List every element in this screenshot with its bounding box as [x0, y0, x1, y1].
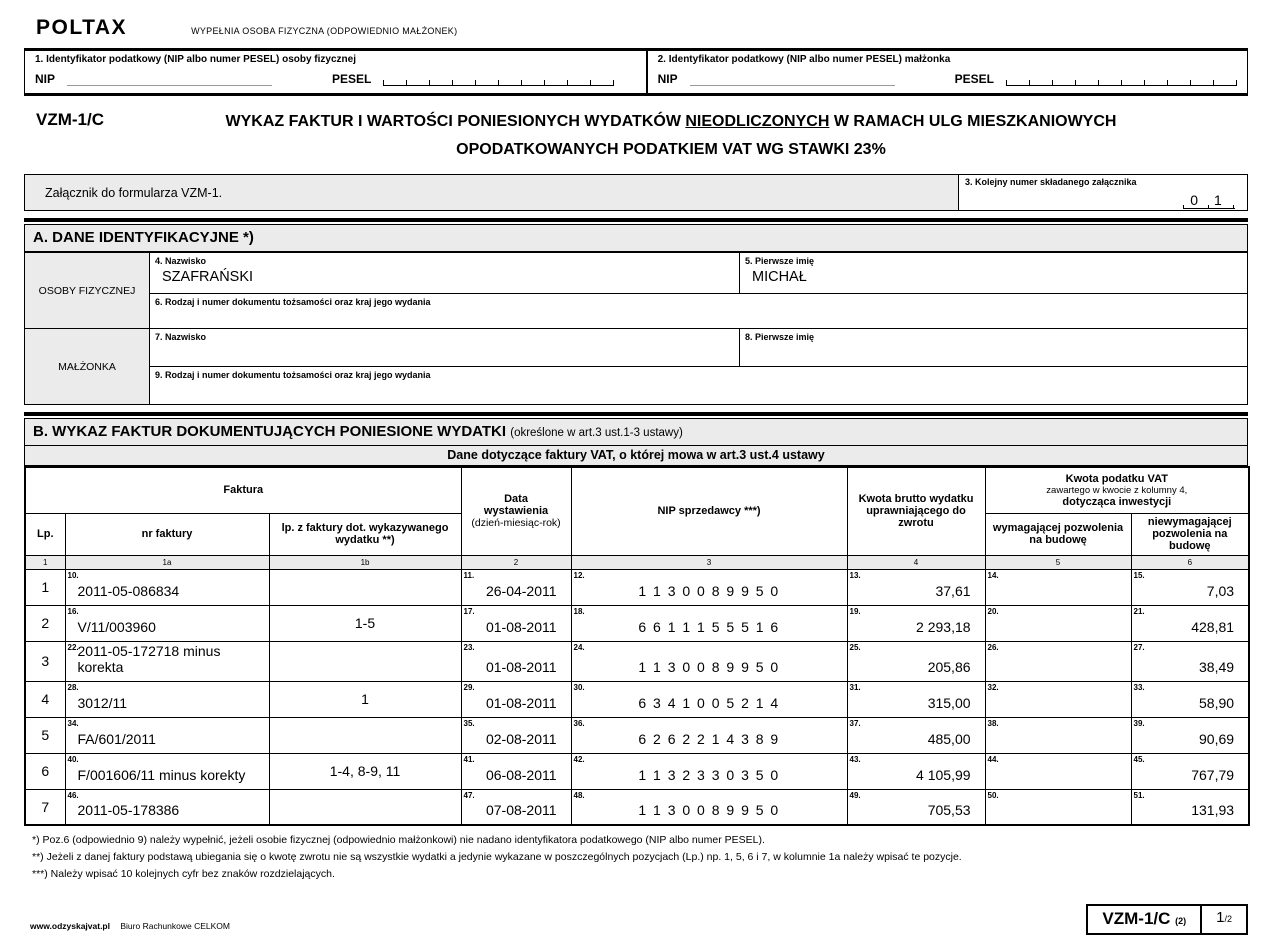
vat-with-permit-cell: [985, 641, 1131, 681]
title-line1-a: WYKAZ FAKTUR I WARTOŚCI PONIESIONYCH WYDATKÓW: [225, 113, 686, 130]
person-id-document-cell: [150, 294, 1248, 329]
footer: [24, 904, 1248, 935]
gross-amount: 37,61: [935, 582, 971, 599]
person-id-document-label: 6. Rodzaj i numer dokumentu tożsamości oraz kraj jego wydania: [155, 297, 431, 307]
field-number: 40.: [67, 754, 79, 764]
field-number: 51.: [1133, 790, 1145, 800]
field-number: 36.: [573, 718, 585, 728]
footnote-2: **) Jeżeli z danej faktury podstawą ubiegania się o kwotę zwrotu nie są wszystkie wydatki a jedynie wykazane w poszczególnych pozycjach (Lp.) np. 1, 5, 6 i 7, w kolumnie 1a należy wpisać te pozycje.: [32, 850, 962, 863]
col-num: 1: [25, 555, 65, 569]
gross-amount-cell: [847, 753, 985, 789]
faktura-group-header: Faktura: [25, 467, 461, 513]
section-b-subheader: Dane dotyczące faktury VAT, o której mowa w art.3 ust.4 ustawy: [24, 446, 1248, 466]
row-number: 7: [25, 789, 65, 825]
seller-nip-cell: [571, 569, 847, 605]
pesel-label: PESEL: [954, 72, 994, 86]
invoice-number: 2011-05-178386: [77, 802, 180, 818]
field-number: 18.: [573, 606, 585, 616]
form-code: VZM-1/C: [36, 110, 104, 129]
spouse-first-name-label: 8. Pierwsze imię: [745, 332, 815, 342]
invoice-number: V/11/003960: [77, 618, 156, 635]
taxpayer-id-row: [24, 48, 1248, 96]
field-number: 29.: [463, 682, 475, 692]
invoice-number-cell: [65, 753, 269, 789]
table-row: [25, 605, 1249, 641]
lp-header: Lp.: [25, 513, 65, 555]
col-num: 6: [1131, 555, 1249, 569]
section-b-title-note: (określone w art.3 ust.1-3 ustawy): [510, 427, 683, 439]
spouse-surname-label: 7. Nazwisko: [155, 332, 207, 342]
field-number: 26.: [987, 642, 999, 652]
gross-amount: 205,86: [927, 658, 971, 675]
seller-nip: 6 2 6 2 2 1 4 3 8 9: [638, 730, 780, 747]
first-name-cell: [740, 253, 1248, 294]
issue-date-cell: [461, 605, 571, 641]
vat-with-permit-header: wymagającej pozwolenia na budowę: [985, 513, 1131, 555]
taxpayer-id-person-label: 1. Identyfikator podatkowy (NIP albo numer PESEL) osoby fizycznej: [35, 54, 356, 65]
seller-nip: 1 1 3 0 0 8 9 9 5 0: [638, 802, 780, 818]
nip-label: NIP: [35, 72, 56, 86]
seller-nip-header: NIP sprzedawcy ***): [571, 467, 847, 555]
attachment-number-box: [959, 174, 1248, 211]
invoice-number-cell: [65, 569, 269, 605]
field-number: 21.: [1133, 606, 1145, 616]
spouse-first-name-cell: [740, 329, 1248, 367]
section-b-header: [24, 418, 1248, 446]
field-number: 38.: [987, 718, 999, 728]
section-divider: [24, 218, 1248, 222]
gross-amount: 2 293,18: [916, 618, 971, 635]
vat-without-permit: 58,90: [1199, 694, 1235, 711]
vat-header-l2: zawartego w kwocie z kolumny 4,: [1046, 484, 1188, 496]
section-a-table: [24, 252, 1248, 405]
section-b-title: B. WYKAZ FAKTUR DOKUMENTUJĄCYCH PONIESIONE WYDATKI: [33, 423, 511, 440]
spouse-id-document-cell: [150, 367, 1248, 405]
field-number: 27.: [1133, 642, 1145, 652]
vat-group-header: [985, 467, 1249, 513]
issue-date-header-l3: (dzień-miesiąc-rok): [471, 517, 561, 530]
footer-form-code-box: [1086, 904, 1202, 935]
person-id-document-value: [150, 307, 1247, 314]
field-number: 49.: [849, 790, 861, 800]
field-number: 37.: [849, 718, 861, 728]
field-number: 24.: [573, 642, 585, 652]
spouse-id-document-label: 9. Rodzaj i numer dokumentu tożsamości oraz kraj jego wydania: [155, 370, 431, 380]
poltax-logo: POLTAX: [36, 16, 128, 39]
footer-website: www.odzyskajvat.pl: [30, 921, 110, 932]
field-number: 46.: [67, 790, 79, 800]
seller-nip-cell: [571, 681, 847, 717]
seller-nip-cell: [571, 717, 847, 753]
seller-nip: 1 1 3 0 0 8 9 9 5 0: [638, 658, 780, 675]
field-number: 12.: [573, 570, 585, 580]
seller-nip: 1 1 3 2 3 3 0 3 5 0: [638, 766, 780, 783]
seller-nip: 1 1 3 0 0 8 9 9 5 0: [638, 582, 780, 599]
col-num: 4: [847, 555, 985, 569]
vat-with-permit: [987, 783, 1130, 788]
vat-without-permit-cell: [1131, 605, 1249, 641]
invoice-number: 3012/11: [77, 694, 128, 711]
vat-with-permit: [987, 711, 1130, 716]
pesel-comb-field: [1006, 72, 1237, 86]
table-row: [25, 717, 1249, 753]
footer-page-box: [1202, 904, 1248, 935]
field-number: 50.: [987, 790, 999, 800]
vat-without-permit: 131,93: [1191, 802, 1235, 818]
footer-form-code: VZM-1/C: [1102, 909, 1171, 929]
issue-date: 01-08-2011: [485, 694, 557, 711]
expense-items: [269, 569, 461, 605]
invoice-number: F/001606/11 minus korekty: [77, 766, 246, 783]
field-number: 33.: [1133, 682, 1145, 692]
taxpayer-id-box-person: [25, 51, 648, 93]
footer-page-total: /2: [1224, 914, 1232, 925]
field-number: 10.: [67, 570, 79, 580]
footer-form-boxes: [1086, 904, 1248, 935]
invoice-number-cell: [65, 789, 269, 825]
seller-nip-cell: [571, 753, 847, 789]
top-bar: [24, 12, 1248, 48]
field-number: 47.: [463, 790, 475, 800]
field-number: 35.: [463, 718, 475, 728]
field-number: 25.: [849, 642, 861, 652]
field-number: 41.: [463, 754, 475, 764]
gross-amount: 485,00: [927, 730, 971, 747]
issue-date-cell: [461, 569, 571, 605]
invoice-number: FA/601/2011: [77, 730, 156, 747]
col-num: 1b: [269, 555, 461, 569]
table-row: [25, 681, 1249, 717]
row-number: 3: [25, 641, 65, 681]
field-number: 19.: [849, 606, 861, 616]
field-number: 31.: [849, 682, 861, 692]
issue-date-cell: [461, 681, 571, 717]
vat-with-permit: [987, 675, 1130, 680]
gross-amount: 705,53: [927, 802, 971, 818]
footer-office: Biuro Rachunkowe CELKOM: [120, 921, 230, 932]
vat-without-permit: 767,79: [1191, 766, 1235, 783]
vat-with-permit: [987, 818, 1130, 823]
expense-items: [269, 717, 461, 753]
seller-nip-cell: [571, 605, 847, 641]
field-number: 43.: [849, 754, 861, 764]
surname-cell: [150, 253, 740, 294]
field-number: 15.: [1133, 570, 1145, 580]
seller-nip-cell: [571, 789, 847, 825]
issue-date: 01-08-2011: [485, 658, 557, 675]
surname-label: 4. Nazwisko: [155, 256, 207, 266]
section-divider: [24, 412, 1248, 416]
expense-items: 1: [269, 681, 461, 717]
vat-header-l3: dotycząca inwestycji: [1062, 495, 1172, 508]
vat-with-permit-cell: [985, 681, 1131, 717]
gross-amount-header: Kwota brutto wydatku uprawniającego do zwrotu: [847, 467, 985, 555]
field-number: 45.: [1133, 754, 1145, 764]
gross-amount-cell: [847, 641, 985, 681]
gross-amount-cell: [847, 789, 985, 825]
seller-nip: 6 6 1 1 1 5 5 5 1 6: [638, 618, 780, 635]
expense-items: [269, 641, 461, 681]
form-title: [154, 108, 1248, 164]
col-num: 2: [461, 555, 571, 569]
vat-without-permit-cell: [1131, 717, 1249, 753]
vat-with-permit-cell: [985, 753, 1131, 789]
issue-date: 02-08-2011: [485, 730, 557, 747]
vat-without-permit-cell: [1131, 569, 1249, 605]
gross-amount: 315,00: [927, 694, 971, 711]
seller-nip-cell: [571, 641, 847, 681]
issue-date-cell: [461, 789, 571, 825]
spouse-group-label: MAŁŻONKA: [25, 329, 150, 405]
vat-without-permit-cell: [1131, 753, 1249, 789]
field-number: 34.: [67, 718, 79, 728]
field-number: 32.: [987, 682, 999, 692]
field-number: 20.: [987, 606, 999, 616]
spouse-first-name-value: [740, 342, 1247, 349]
vat-with-permit-cell: [985, 717, 1131, 753]
invoice-number-cell: [65, 641, 269, 681]
vat-with-permit: [987, 599, 1130, 604]
spouse-id-document-value: [150, 380, 1247, 387]
title-line2: OPODATKOWANYCH PODATKIEM VAT WG STAWKI 23%: [456, 141, 886, 158]
spouse-surname-value: [150, 342, 739, 349]
pesel-label: PESEL: [332, 72, 372, 86]
table-row: [25, 789, 1249, 825]
row-number: 4: [25, 681, 65, 717]
footer-credits: [24, 921, 230, 935]
invoice-number-cell: [65, 681, 269, 717]
attachment-note: Załącznik do formularza VZM-1.: [24, 174, 959, 211]
gross-amount-cell: [847, 605, 985, 641]
field-number: 23.: [463, 642, 475, 652]
row-number: 6: [25, 753, 65, 789]
gross-amount-cell: [847, 717, 985, 753]
footnote-1: *) Poz.6 (odpowiednio 9) należy wypełnić, jeżeli osobie fizycznej (odpowiednio małżonkowi) nie nadano identyfikatora podatkowego (NIP albo numer PESEL).: [32, 834, 765, 846]
issue-date: 01-08-2011: [485, 618, 557, 635]
field-number: 30.: [573, 682, 585, 692]
section-a-header: A. DANE IDENTYFIKACYJNE *): [24, 224, 1248, 252]
first-name-value: MICHAŁ: [752, 269, 807, 285]
col-num: 5: [985, 555, 1131, 569]
invoice-number: 2011-05-086834: [77, 582, 180, 599]
issue-date: 06-08-2011: [485, 766, 557, 783]
col-num: 3: [571, 555, 847, 569]
issue-date-header-l1: Data: [504, 493, 528, 506]
expense-items: 1-4, 8-9, 11: [269, 753, 461, 789]
title-line1-underlined: NIEODLICZONYCH: [685, 113, 830, 130]
field-number: 48.: [573, 790, 585, 800]
expense-items-header: lp. z faktury dot. wykazywanego wydatku **): [269, 513, 461, 555]
gross-amount: 4 105,99: [916, 766, 971, 783]
field-number: 42.: [573, 754, 585, 764]
gross-amount-cell: [847, 569, 985, 605]
row-number: 1: [25, 569, 65, 605]
expense-items: 1-5: [269, 605, 461, 641]
vat-with-permit-cell: [985, 789, 1131, 825]
table-row: [25, 753, 1249, 789]
nip-input-line: [690, 72, 895, 86]
issue-date-header-l2: wystawienia: [483, 505, 549, 518]
vat-without-permit-header: niewymagającej pozwolenia na budowę: [1131, 513, 1249, 555]
table-row: [25, 569, 1249, 605]
field-number: 11.: [463, 570, 475, 580]
fill-instruction: WYPEŁNIA OSOBA FIZYCZNA (ODPOWIEDNIO MAŁŻONEK): [191, 26, 458, 36]
vat-with-permit: [987, 747, 1130, 752]
vat-without-permit-cell: [1131, 641, 1249, 681]
nip-label: NIP: [657, 72, 678, 86]
field-number: 44.: [987, 754, 999, 764]
gross-amount-cell: [847, 681, 985, 717]
taxpayer-id-person-fields: [35, 72, 636, 86]
title-block: [24, 108, 1248, 164]
invoice-number: 2011-05-172718 minus korekta: [77, 642, 221, 675]
footer-form-version: (2): [1175, 916, 1187, 927]
vat-header-l1: Kwota podatku VAT: [1065, 472, 1168, 485]
invoice-number-cell: [65, 605, 269, 641]
row-number: 2: [25, 605, 65, 641]
field-number: 39.: [1133, 718, 1145, 728]
surname-value: SZAFRAŃSKI: [162, 269, 254, 285]
spouse-surname-cell: [150, 329, 740, 367]
attachment-number-value: 0 1: [1183, 192, 1235, 209]
vat-with-permit-cell: [985, 605, 1131, 641]
field-number: 17.: [463, 606, 475, 616]
field-number: 28.: [67, 682, 79, 692]
pesel-comb-field: [383, 72, 614, 86]
vat-with-permit-cell: [985, 569, 1131, 605]
issue-date-header: [461, 467, 571, 555]
attachment-row: [24, 174, 1248, 211]
issue-date-cell: [461, 641, 571, 681]
row-number: 5: [25, 717, 65, 753]
field-number: 16.: [67, 606, 79, 616]
invoice-number-header: nr faktury: [65, 513, 269, 555]
vat-without-permit-cell: [1131, 789, 1249, 825]
issue-date-cell: [461, 717, 571, 753]
issue-date: 26-04-2011: [485, 582, 557, 599]
footnote-3: ***) Należy wpisać 10 kolejnych cyfr bez znaków rozdzielających.: [32, 867, 335, 880]
attachment-number-label: 3. Kolejny numer składanego załącznika: [965, 177, 1137, 187]
field-number: 14.: [987, 570, 999, 580]
vat-without-permit-cell: [1131, 681, 1249, 717]
first-name-label: 5. Pierwsze imię: [745, 256, 815, 266]
footer-page-number: 1: [1216, 909, 1225, 927]
vat-without-permit: 428,81: [1191, 618, 1235, 635]
issue-date-cell: [461, 753, 571, 789]
vat-without-permit: 7,03: [1206, 582, 1235, 599]
taxpayer-id-spouse-fields: [658, 72, 1237, 86]
footnotes: [24, 832, 1248, 882]
expense-items: [269, 789, 461, 825]
invoice-number-cell: [65, 717, 269, 753]
table-row: [25, 641, 1249, 681]
vat-without-permit: 38,49: [1199, 658, 1235, 675]
column-number-row: [25, 555, 1249, 569]
person-group-label: OSOBY FIZYCZNEJ: [25, 253, 150, 329]
field-number: 22.: [67, 642, 79, 652]
taxpayer-id-spouse-label: 2. Identyfikator podatkowy (NIP albo numer PESEL) małżonka: [657, 54, 951, 65]
vat-with-permit: [987, 635, 1130, 640]
invoice-table: [24, 466, 1250, 826]
col-num: 1a: [65, 555, 269, 569]
field-number: 13.: [849, 570, 861, 580]
vat-without-permit: 90,69: [1199, 730, 1235, 747]
issue-date: 07-08-2011: [485, 802, 557, 818]
title-line1-b: W RAMACH ULG MIESZKANIOWYCH: [829, 113, 1117, 130]
nip-input-line: [67, 72, 272, 86]
taxpayer-id-box-spouse: [648, 51, 1247, 93]
seller-nip: 6 3 4 1 0 0 5 2 1 4: [638, 694, 780, 711]
